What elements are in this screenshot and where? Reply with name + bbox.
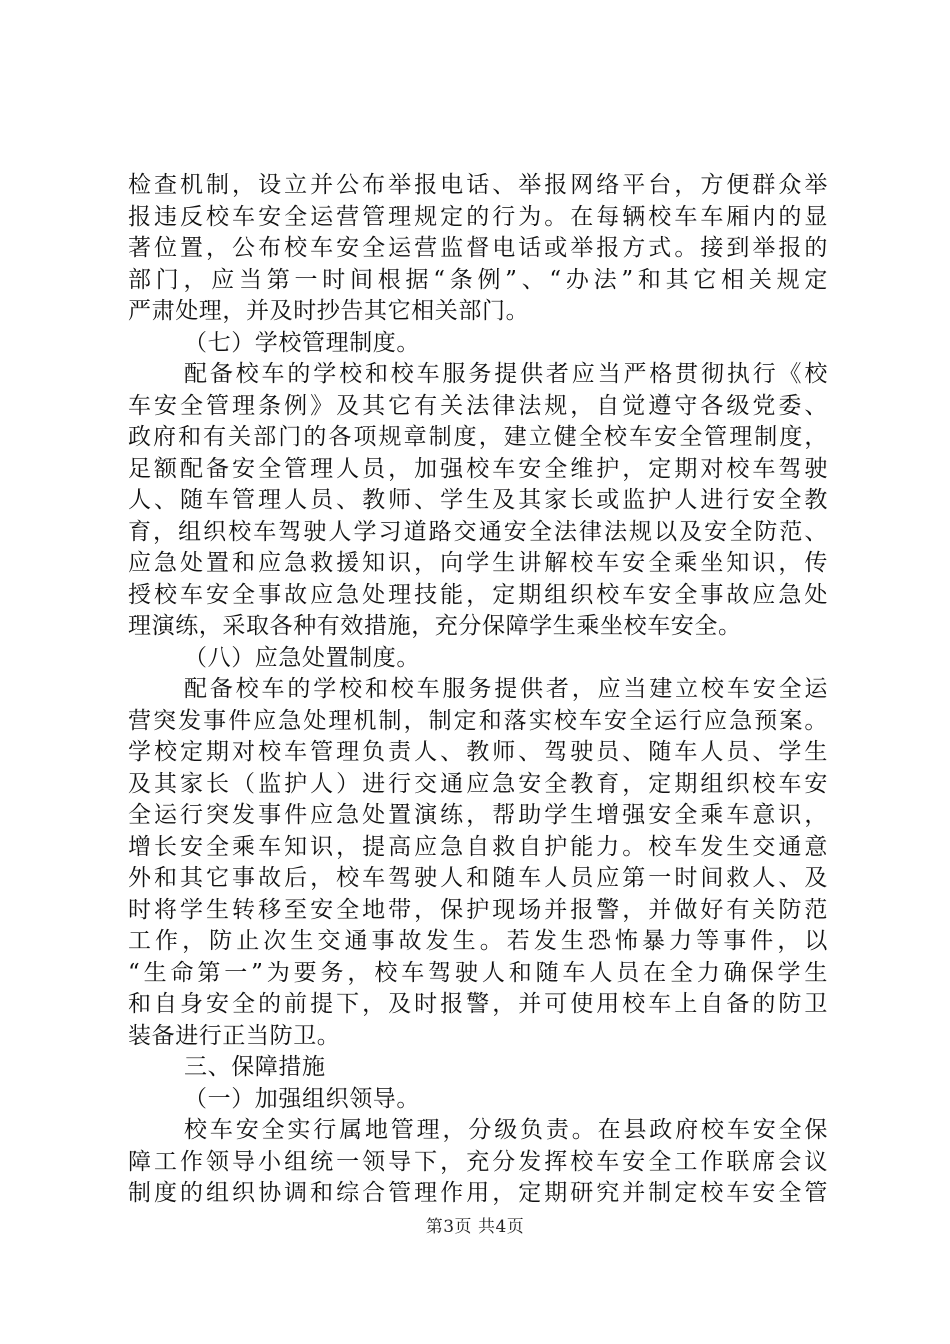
section-heading: 三、保障措施 [184, 1054, 326, 1080]
text-line: 制度的组织协调和综合管理作用，定期研究并制定校车安全管 [128, 1180, 828, 1206]
text-line: 和自身安全的前提下，及时报警，并可使用校车上自备的防卫 [128, 991, 828, 1017]
text-line: 严肃处理，并及时抄告其它相关部门。 [128, 298, 530, 324]
text-line: 检查机制，设立并公布举报电话、举报网络平台，方便群众举 [128, 172, 828, 198]
text-line: 时将学生转移至安全地带，保护现场并报警，并做好有关防范 [128, 896, 828, 923]
text-line: 障工作领导小组统一领导下，充分发挥校车安全工作联席会议 [128, 1148, 828, 1175]
text-line: 政府和有关部门的各项规章制度，建立健全校车安全管理制度， [128, 424, 828, 450]
text-line: 授校车安全事故应急处理技能，定期组织校车安全事故应急处 [128, 581, 828, 608]
text-line: 装备进行正当防卫。 [128, 1022, 341, 1049]
text-line: 配备校车的学校和校车服务提供者，应当建立校车安全运 [184, 676, 828, 702]
document-body [128, 170, 828, 1210]
section-heading: （八）应急处置制度。 [184, 644, 420, 671]
text-line: 及其家长（监护人）进行交通应急安全教育，定期组织校车安 [128, 770, 828, 797]
section-heading: （一）加强组织领导。 [184, 1085, 420, 1112]
page-number: 第3页 共4页 [425, 1217, 525, 1237]
text-line: 营突发事件应急处理机制，制定和落实校车安全运行应急预案。 [128, 707, 828, 734]
text-line: 足额配备安全管理人员，加强校车安全维护，定期对校车驾驶 [128, 455, 828, 482]
text-line: 增长安全乘车知识，提高应急自救自护能力。校车发生交通意 [128, 833, 828, 860]
text-line: 外和其它事故后，校车驾驶人和随车人员应第一时间救人、及 [128, 865, 828, 891]
text-line: 学校定期对校车管理负责人、教师、驾驶员、随车人员、学生 [128, 739, 828, 765]
text-line: 部门，应当第一时间根据“条例”、“办法”和其它相关规定 [128, 266, 828, 293]
text-line: 校车安全实行属地管理，分级负责。在县政府校车安全保 [184, 1117, 828, 1143]
text-line: 著位置，公布校车安全运营监督电话或举报方式。接到举报的 [128, 235, 828, 261]
text-line: 报违反校车安全运营管理规定的行为。在每辆校车车厢内的显 [128, 203, 828, 230]
text-line: 车安全管理条例》及其它有关法律法规，自觉遵守各级党委、 [128, 392, 828, 419]
text-line: 工作，防止次生交通事故发生。若发生恐怖暴力等事件，以 [128, 928, 828, 954]
text-line: 人、随车管理人员、教师、学生及其家长或监护人进行安全教 [128, 487, 828, 513]
text-line: 理演练，采取各种有效措施，充分保障学生乘坐校车安全。 [128, 613, 742, 639]
text-line: 育，组织校车驾驶人学习道路交通安全法律法规以及安全防范、 [128, 518, 828, 545]
text-line: 全运行突发事件应急处置演练，帮助学生增强安全乘车意识， [128, 802, 828, 828]
text-line: “生命第一”为要务，校车驾驶人和随车人员在全力确保学生 [128, 959, 828, 986]
section-heading: （七）学校管理制度。 [184, 329, 420, 356]
text-line: 应急处置和应急救援知识，向学生讲解校车安全乘坐知识，传 [128, 550, 828, 576]
text-line: 配备校车的学校和校车服务提供者应当严格贯彻执行《校 [184, 361, 828, 387]
